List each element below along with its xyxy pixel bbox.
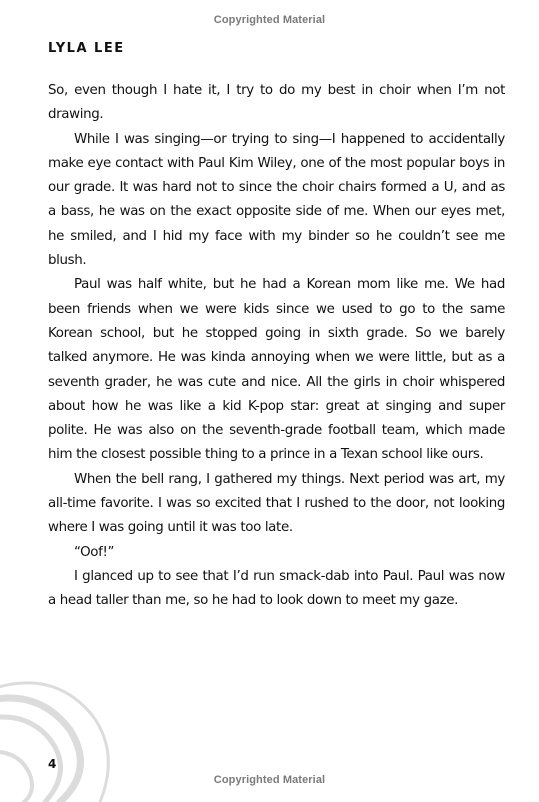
paragraph: “Oof!” (74, 544, 115, 560)
page-body (48, 79, 505, 614)
copyright-watermark-top: Copyrighted Material (213, 14, 326, 26)
paragraph: While I was singing—or trying to sing—I happened to accidentally make eye contact with Paul Kim Wiley, one of the most popular boys in our grade. It was hard not to since the choir chairs formed a U, and as a bass, he was on the exact opposite side of me. When our eyes met, he smiled, and I hid my face with my binder so he couldn’t see me blush. (48, 131, 505, 269)
paragraph: So, even though I hate it, I try to do my best in choir when I’m not drawing. (48, 83, 505, 123)
copyright-watermark-bottom: Copyrighted Material (213, 774, 326, 786)
page-number: 4 (48, 757, 57, 771)
paragraph: When the bell rang, I gathered my things. Next period was art, my all-time favorite. I was so excited that I rushed to the door, not looking where I was going until it was too late. (48, 471, 505, 536)
running-head-author: LYLA LEE (48, 41, 125, 56)
paragraph: Paul was half white, but he had a Korean mom like me. We had been friends when we were kids since we used to go to the same Korean school, but he stopped going in sixth grade. So we barely talked anymore. He was kinda annoying when we were little, but as a seventh grader, he was cute and nice. All the girls in choir whispered about how he was like a kid K-pop star: great at singing and super polite. He was also on the seventh-grade football team, which made him the closest possible thing to a prince in a Texan school like ours. (48, 277, 505, 463)
paragraph: I glanced up to see that I’d run smack-dab into Paul. Paul was now a head taller than me, so he had to look down to meet my gaze. (48, 568, 505, 609)
